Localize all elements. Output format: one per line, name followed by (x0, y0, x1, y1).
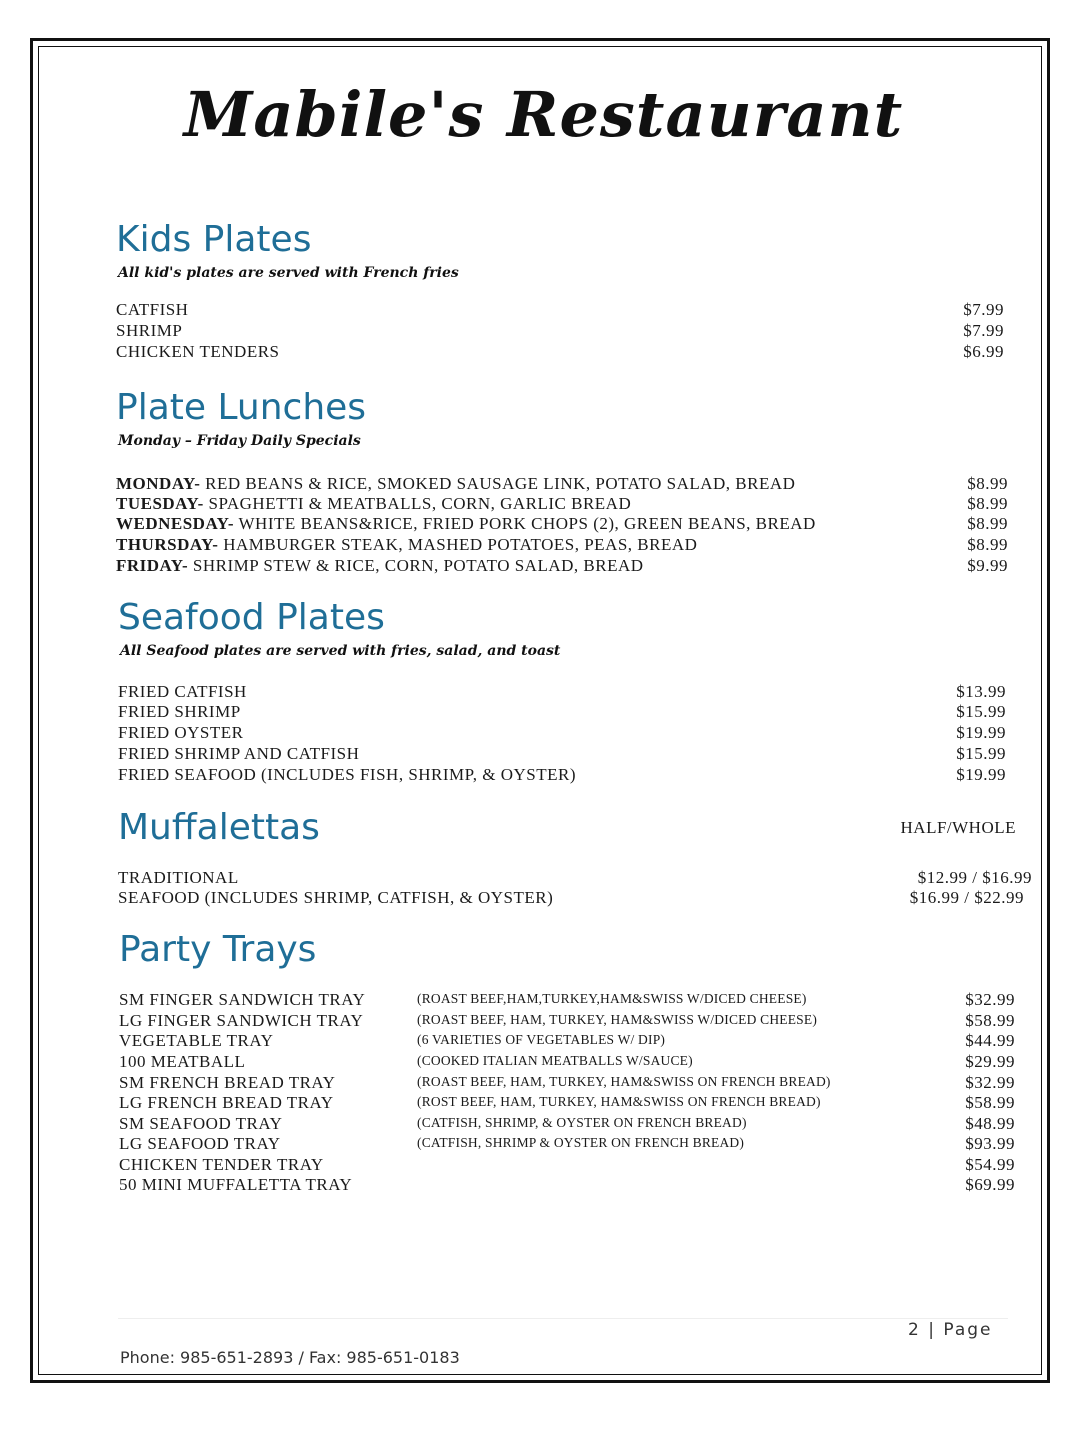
menu-item (118, 702, 1006, 723)
item-price: $13.99 (956, 682, 1006, 701)
item-name: CHICKEN TENDER TRAY (119, 1155, 324, 1174)
menu-item (116, 474, 1008, 495)
item-name: LG SEAFOOD TRAY (119, 1134, 281, 1153)
section-party-trays (119, 929, 1039, 1194)
section-muffalettas (118, 807, 1038, 907)
item-price: $32.99 (965, 990, 1015, 1009)
section-plate-lunches (116, 387, 1036, 575)
item-desc: HAMBURGER STEAK, MASHED POTATOES, PEAS, BREAD (223, 535, 698, 554)
item-price: $8.99 (967, 474, 1008, 493)
section-heading: Muffalettas (118, 807, 320, 848)
item-price: $32.99 (965, 1073, 1015, 1092)
section-heading: Plate Lunches (116, 387, 367, 428)
contact-info: Phone: 985-651-2893 / Fax: 985-651-0183 (120, 1348, 460, 1367)
item-day: FRIDAY- (116, 556, 189, 575)
section-heading: Party Trays (119, 929, 317, 970)
item-name: SM SEAFOOD TRAY (119, 1114, 283, 1133)
item-price: $54.99 (965, 1155, 1015, 1174)
item-name: 100 MEATBALL (119, 1052, 246, 1071)
item-name: LG FINGER SANDWICH TRAY (119, 1011, 364, 1030)
item-desc: (6 VARIETIES OF VEGETABLES W/ DIP) (417, 1032, 666, 1047)
item-list (119, 990, 1039, 1200)
menu-item (116, 494, 1008, 515)
item-desc: (ROAST BEEF, HAM, TURKEY, HAM&SWISS W/DICED CHEESE) (417, 1012, 818, 1027)
menu-item (118, 682, 1006, 703)
item-desc: SPAGHETTI & MEATBALLS, CORN, GARLIC BREAD (208, 494, 632, 513)
menu-item (116, 342, 1004, 363)
menu-item (119, 1093, 1015, 1114)
item-price: $29.99 (965, 1052, 1015, 1071)
item-name: FRIED SEAFOOD (INCLUDES FISH, SHRIMP, & OYSTER) (118, 765, 576, 784)
size-label: HALF/WHOLE (900, 818, 1016, 837)
item-price: $44.99 (965, 1031, 1015, 1050)
restaurant-title: Mabile's Restaurant (183, 78, 904, 151)
item-price: $48.99 (965, 1114, 1015, 1133)
item-price: $15.99 (956, 702, 1006, 721)
item-desc: (ROAST BEEF, HAM, TURKEY, HAM&SWISS ON FRENCH BREAD) (417, 1074, 831, 1089)
menu-item (116, 535, 1008, 556)
item-day: MONDAY- (116, 474, 201, 493)
menu-item (119, 1155, 1015, 1176)
item-price: $19.99 (956, 765, 1006, 784)
item-price: $93.99 (965, 1134, 1015, 1153)
item-name: CATFISH (116, 300, 189, 319)
section-heading: Kids Plates (116, 219, 312, 260)
item-desc: (ROAST BEEF,HAM,TURKEY,HAM&SWISS W/DICED CHEESE) (417, 991, 807, 1006)
item-day: THURSDAY- (116, 535, 219, 554)
item-name: SEAFOOD (INCLUDES SHRIMP, CATFISH, & OYSTER) (118, 888, 554, 907)
item-price: $16.99 / $22.99 (909, 888, 1024, 907)
item-name: SM FRENCH BREAD TRAY (119, 1073, 336, 1092)
item-name: SM FINGER SANDWICH TRAY (119, 990, 366, 1009)
item-name: FRIED SHRIMP AND CATFISH (118, 744, 360, 763)
item-name: CHICKEN TENDERS (116, 342, 280, 361)
item-price: $15.99 (956, 744, 1006, 763)
section-subtitle: Monday – Friday Daily Specials (118, 433, 361, 449)
item-price: $8.99 (967, 514, 1008, 533)
menu-item (116, 556, 1008, 577)
section-seafood-plates (118, 597, 1038, 784)
item-desc: WHITE BEANS&RICE, FRIED PORK CHOPS (2), GREEN BEANS, BREAD (238, 514, 816, 533)
section-kids-plates (116, 219, 1036, 361)
item-name: 50 MINI MUFFALETTA TRAY (119, 1175, 353, 1194)
item-price: $6.99 (963, 342, 1004, 361)
item-list (116, 300, 1036, 370)
menu-item (118, 868, 1032, 889)
menu-item (119, 990, 1015, 1011)
item-price: $9.99 (967, 556, 1008, 575)
item-price: $8.99 (967, 494, 1008, 513)
item-name: FRIED CATFISH (118, 682, 247, 701)
menu-item (118, 765, 1006, 786)
item-desc: SHRIMP STEW & RICE, CORN, POTATO SALAD, BREAD (192, 556, 644, 575)
item-price: $69.99 (965, 1175, 1015, 1194)
item-desc: (COOKED ITALIAN MEATBALLS W/SAUCE) (417, 1053, 693, 1068)
item-day: WEDNESDAY- (116, 514, 235, 533)
item-price: $8.99 (967, 535, 1008, 554)
item-desc: (CATFISH, SHRIMP, & OYSTER ON FRENCH BREAD) (417, 1115, 747, 1130)
item-day: TUESDAY- (116, 494, 204, 513)
menu-item (119, 1175, 1015, 1196)
item-price: $19.99 (956, 723, 1006, 742)
menu-item (119, 1134, 1015, 1155)
menu-item (119, 1011, 1015, 1032)
menu-item (118, 744, 1006, 765)
menu-item (119, 1052, 1015, 1073)
menu-item (119, 1114, 1015, 1135)
section-subtitle: All kid's plates are served with French fries (118, 265, 459, 281)
item-price: $12.99 / $16.99 (917, 868, 1032, 887)
item-list (118, 682, 1038, 792)
menu-item (119, 1073, 1015, 1094)
item-list (118, 868, 1038, 912)
section-subtitle: All Seafood plates are served with fries, salad, and toast (120, 643, 561, 659)
item-name: VEGETABLE TRAY (119, 1031, 274, 1050)
menu-item (116, 300, 1004, 321)
section-heading: Seafood Plates (118, 597, 385, 638)
item-price: $58.99 (965, 1093, 1015, 1112)
item-price: $7.99 (963, 321, 1004, 340)
item-price: $58.99 (965, 1011, 1015, 1030)
menu-item (118, 888, 1024, 909)
item-price: $7.99 (963, 300, 1004, 319)
item-desc: (CATFISH, SHRIMP & OYSTER ON FRENCH BREAD) (417, 1135, 745, 1150)
menu-item (118, 723, 1006, 744)
footer-divider (118, 1318, 1008, 1319)
item-desc: (ROST BEEF, HAM, TURKEY, HAM&SWISS ON FRENCH BREAD) (417, 1094, 821, 1109)
item-name: SHRIMP (116, 321, 183, 340)
item-name: FRIED SHRIMP (118, 702, 241, 721)
page-number: 2 | Page (908, 1320, 993, 1340)
item-list (116, 474, 1036, 584)
item-name: TRADITIONAL (118, 868, 239, 887)
item-name: LG FRENCH BREAD TRAY (119, 1093, 334, 1112)
item-desc: RED BEANS & RICE, SMOKED SAUSAGE LINK, POTATO SALAD, BREAD (205, 474, 796, 493)
menu-item (116, 514, 1008, 535)
menu-item (116, 321, 1004, 342)
menu-item (119, 1031, 1015, 1052)
item-name: FRIED OYSTER (118, 723, 244, 742)
